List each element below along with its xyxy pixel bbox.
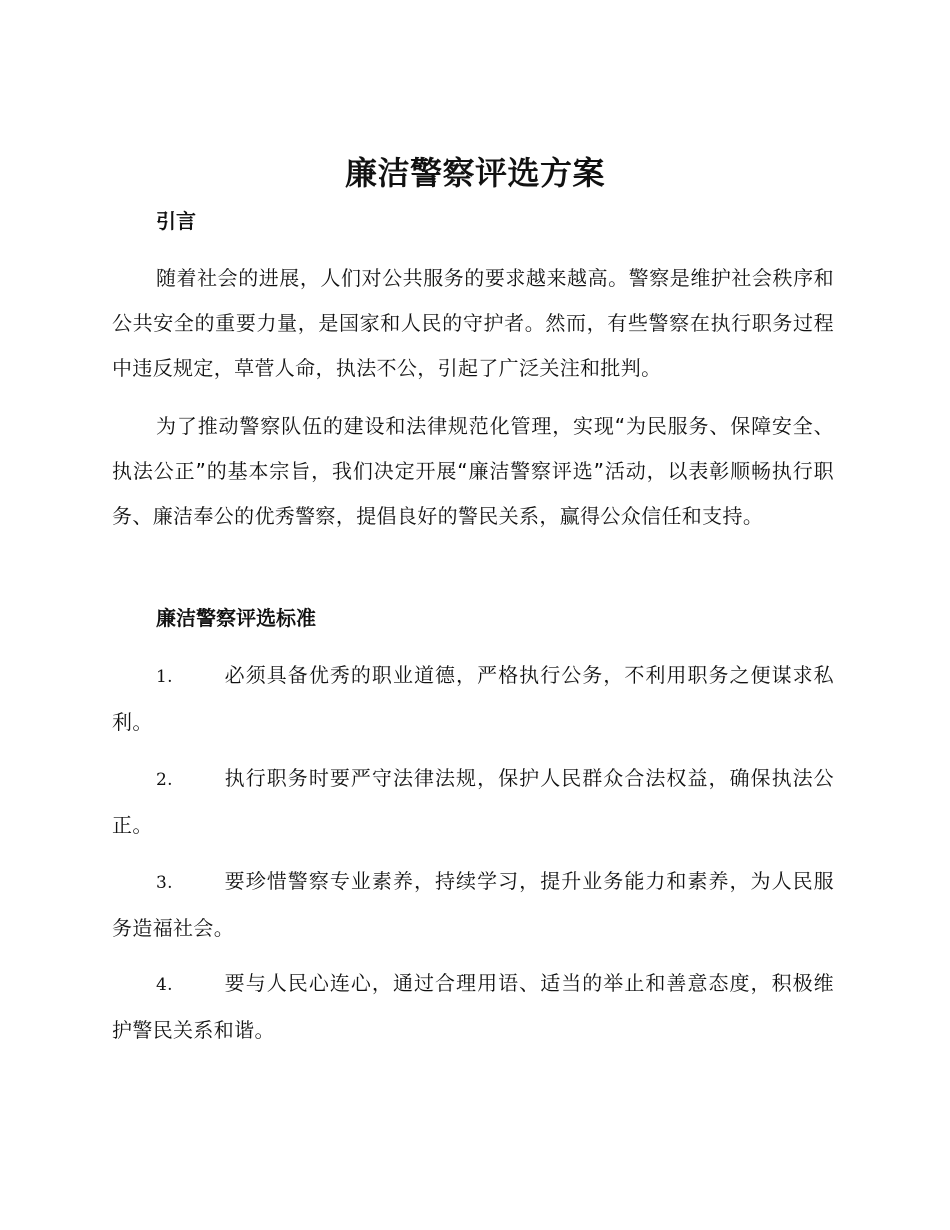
- list-number: 1.: [156, 667, 173, 687]
- intro-paragraph-2: 为了推动警察队伍的建设和法律规范化管理，实现“为民服务、保障安全、执法公正”的基本宗旨，我们决定开展“廉洁警察评选”活动，以表彰顺畅执行职务、廉洁奉公的优秀警察，提倡良好的警民关系，赢得公众信任和支持。: [112, 414, 834, 528]
- criteria-text: 要珍惜警察专业素养，持续学习，提升业务能力和素养，为人民服务造福社会。: [112, 869, 834, 940]
- criteria-heading: 廉洁警察评选标准: [156, 606, 316, 630]
- list-number: 2.: [156, 770, 173, 790]
- intro-heading: 引言: [156, 209, 196, 233]
- criteria-text: 执行职务时要严守法律法规，保护人民群众合法权益，确保执法公正。: [112, 766, 834, 837]
- list-number: 3.: [156, 873, 173, 893]
- intro-paragraph-1: 随着社会的进展，人们对公共服务的要求越来越高。警察是维护社会秩序和公共安全的重要力量，是国家和人民的守护者。然而，有些警察在执行职务过程中违反规定，草菅人命，执法不公，引起了广泛关注和批判。: [112, 266, 834, 380]
- criteria-item-3: [112, 859, 834, 951]
- criteria-text: 必须具备优秀的职业道德，严格执行公务，不利用职务之便谋求私利。: [112, 663, 834, 734]
- list-number: 4.: [156, 975, 173, 995]
- criteria-item-4: [112, 961, 834, 1053]
- criteria-text: 要与人民心连心，通过合理用语、适当的举止和善意态度，积极维护警民关系和谐。: [112, 971, 834, 1042]
- document-title: 廉洁警察评选方案: [344, 154, 605, 192]
- criteria-item-1: [112, 653, 834, 745]
- criteria-item-2: [112, 756, 834, 848]
